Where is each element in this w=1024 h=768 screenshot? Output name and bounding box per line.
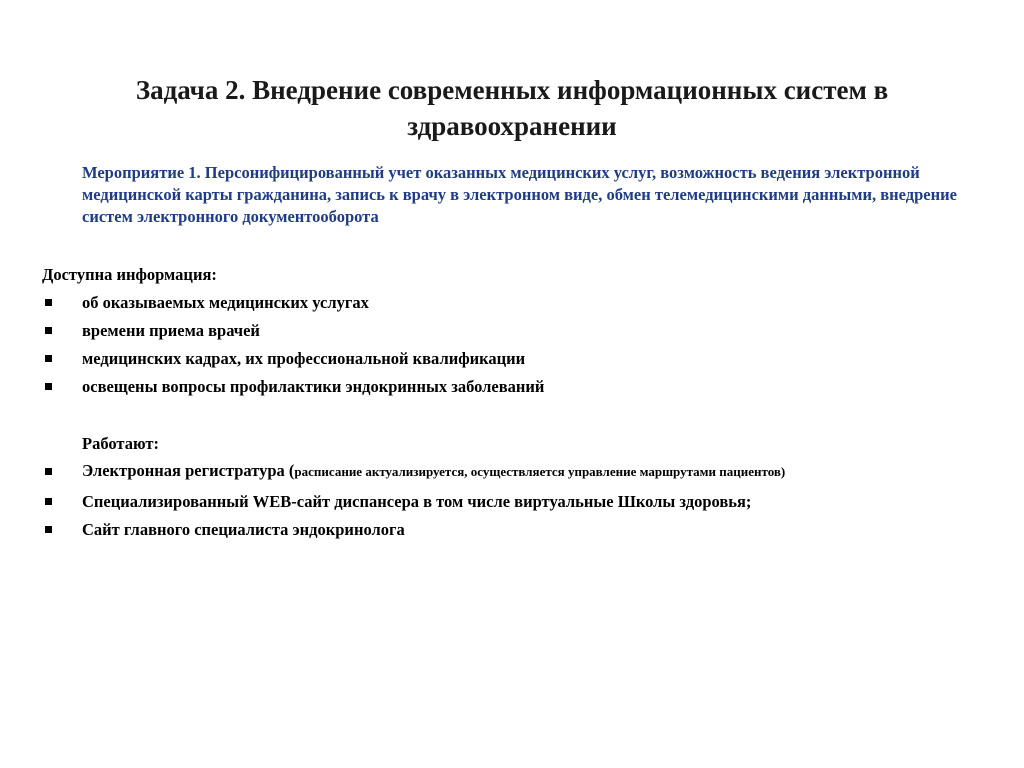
list-item-text: Сайт главного специалиста эндокринолога	[82, 520, 405, 539]
list-item	[42, 461, 972, 481]
list-item	[42, 491, 972, 513]
square-bullet-icon	[45, 383, 52, 390]
available-info-heading: Доступна информация:	[42, 265, 217, 284]
list-item	[42, 348, 972, 370]
square-bullet-icon	[45, 355, 52, 362]
slide-subtitle: Мероприятие 1. Персонифицированный учет оказанных медицинских услуг, возможность ведения электронной медицинской карты гражданина, запись к врачу в электронном виде, обмен телемедицинскими данными, внедрение систем электронного документооборота	[82, 163, 957, 226]
slide-title: Задача 2. Внедрение современных информационных систем в здравоохранении	[135, 75, 889, 141]
available-info-list	[42, 292, 972, 404]
list-item-text: Электронная регистратура (	[82, 461, 295, 480]
square-bullet-icon	[45, 526, 52, 533]
list-item-text: об оказываемых медицинских услугах	[82, 293, 369, 312]
square-bullet-icon	[45, 299, 52, 306]
working-services-list	[42, 461, 972, 547]
working-services-heading: Работают:	[82, 434, 159, 453]
square-bullet-icon	[45, 327, 52, 334]
list-item-text: времени приема врачей	[82, 321, 260, 340]
square-bullet-icon	[45, 498, 52, 505]
list-item-text: медицинских кадрах, их профессиональной квалификации	[82, 349, 526, 368]
list-item-text: Специализированный WEB-сайт диспансера в том числе виртуальные Школы здоровья;	[82, 492, 752, 511]
list-item	[42, 376, 972, 398]
list-item	[42, 292, 972, 314]
list-item	[42, 519, 972, 541]
list-item-text: освещены вопросы профилактики эндокринных заболеваний	[82, 377, 545, 396]
square-bullet-icon	[45, 468, 52, 475]
list-item	[42, 320, 972, 342]
list-item-note: расписание актуализируется, осуществляется управление маршрутами пациентов)	[294, 464, 786, 479]
